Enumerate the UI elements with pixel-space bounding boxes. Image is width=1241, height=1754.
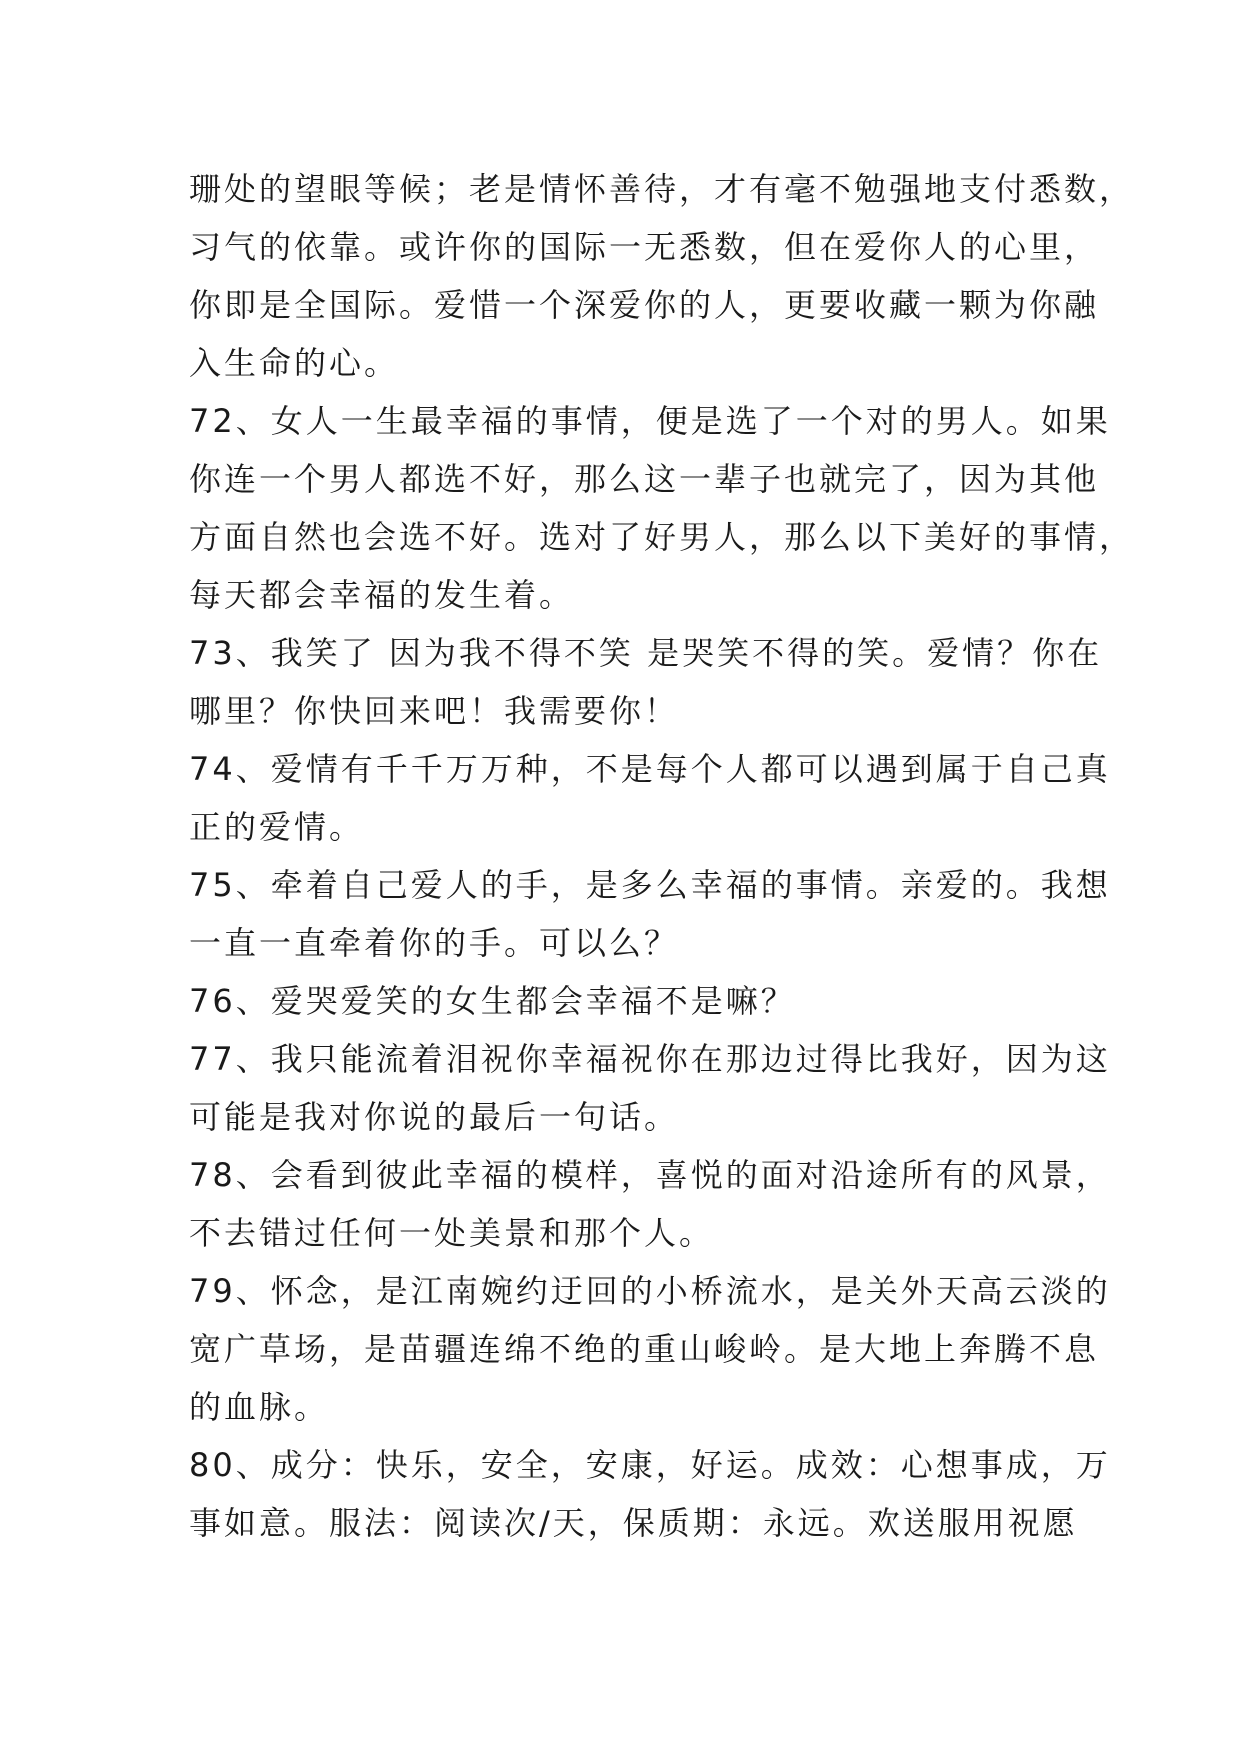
document-body: [189, 160, 1135, 1552]
text-line: 一直一直牵着你的手。可以么？: [189, 924, 680, 962]
text-line: 80、成分：快乐，安全，安康，好运。成效：心想事成，万: [189, 1446, 1111, 1484]
text-line: 入生命的心。: [189, 344, 400, 382]
text-line: 习气的依靠。或许你的国际一无悉数，但在爱你人的心里，: [189, 228, 1100, 266]
text-line: 74、爱情有千千万万种，不是每个人都可以遇到属于自己真: [189, 750, 1111, 788]
text-line: 方面自然也会选不好。选对了好男人，那么以下美好的事情，: [189, 518, 1135, 556]
text-line: 不去错过任何一处美景和那个人。: [189, 1214, 715, 1252]
text-line: 77、我只能流着泪祝你幸福祝你在那边过得比我好，因为这: [189, 1040, 1111, 1078]
text-line: 每天都会幸福的发生着。: [189, 576, 575, 614]
text-line: 珊处的望眼等候；老是情怀善待，才有毫不勉强地支付悉数，: [189, 170, 1135, 208]
text-line: 75、牵着自己爱人的手，是多么幸福的事情。亲爱的。我想: [189, 866, 1111, 904]
text-line: 76、爱哭爱笑的女生都会幸福不是嘛？: [189, 982, 796, 1020]
text-line: 事如意。服法：阅读次/天，保质期：永远。欢送服用祝愿: [189, 1504, 1078, 1542]
text-line: 78、会看到彼此幸福的模样，喜悦的面对沿途所有的风景，: [189, 1156, 1111, 1194]
text-line: 的血脉。: [189, 1388, 330, 1426]
text-line: 你连一个男人都选不好，那么这一辈子也就完了，因为其他: [189, 460, 1100, 498]
text-line: 哪里？你快回来吧！我需要你！: [189, 692, 680, 730]
text-line: 可能是我对你说的最后一句话。: [189, 1098, 680, 1136]
text-line: 79、怀念，是江南婉约迂回的小桥流水，是关外天高云淡的: [189, 1272, 1111, 1310]
text-line: 宽广草场，是苗疆连绵不绝的重山峻岭。是大地上奔腾不息: [189, 1330, 1100, 1368]
text-line: 你即是全国际。爱惜一个深爱你的人，更要收藏一颗为你融: [189, 286, 1100, 324]
text-line: 正的爱情。: [189, 808, 365, 846]
text-line: 73、我笑了 因为我不得不笑 是哭笑不得的笑。爱情？你在: [189, 634, 1103, 672]
text-line: 72、女人一生最幸福的事情，便是选了一个对的男人。如果: [189, 402, 1111, 440]
